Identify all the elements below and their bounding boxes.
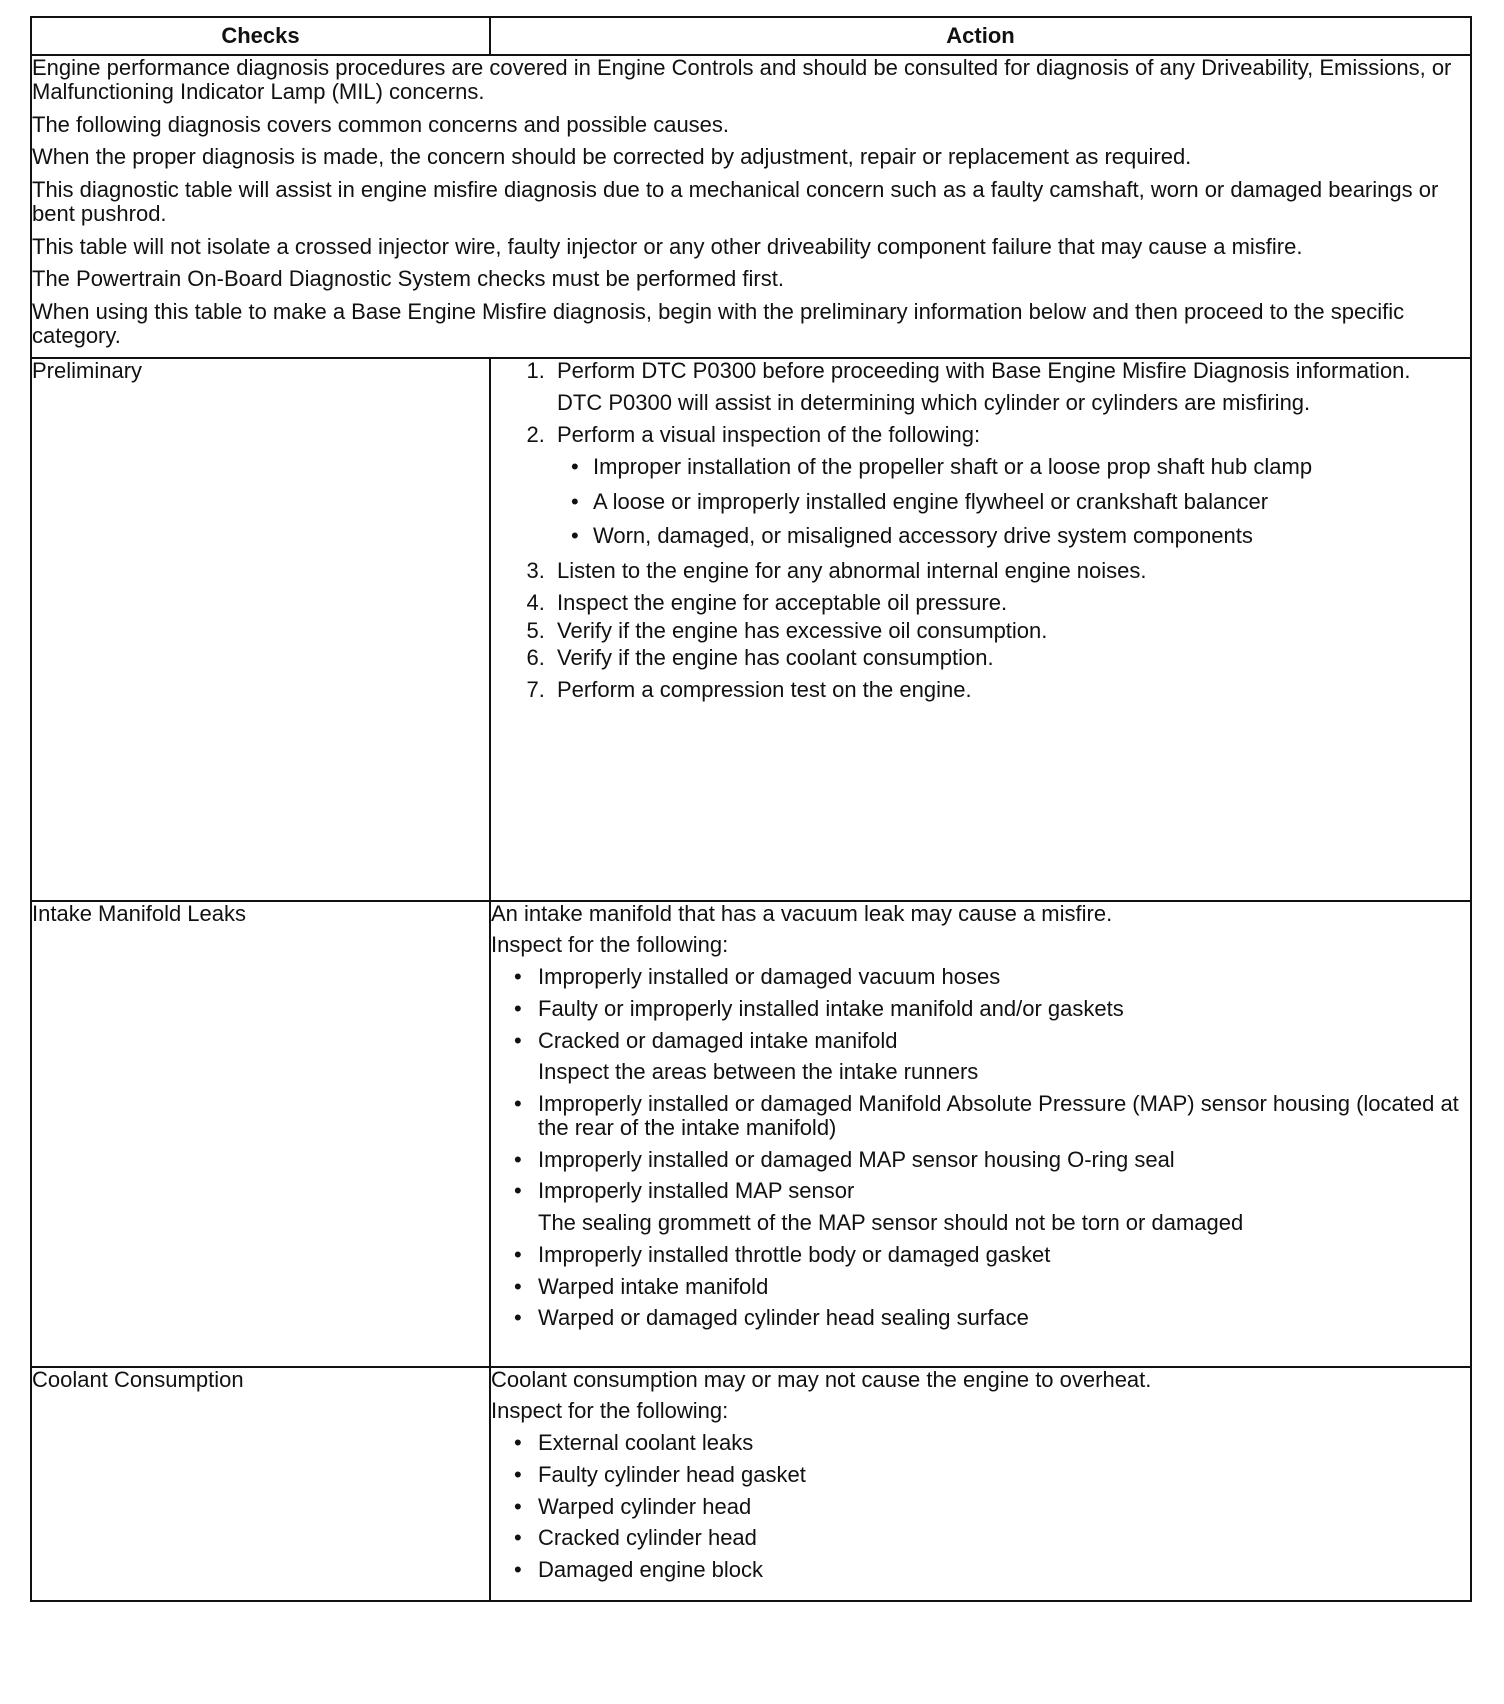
list-item — [538, 1029, 1470, 1085]
step-item: 5. Verify if the engine has excessive oil consumption. — [551, 619, 1470, 643]
intake-inspection-list — [491, 965, 1470, 1330]
intro-paragraph: When the proper diagnosis is made, the concern should be corrected by adjustment, repair or replacement as required. — [32, 144, 1192, 170]
visual-inspection-list — [557, 455, 1470, 548]
action-coolant-consumption — [490, 1367, 1471, 1601]
diagnostic-table — [30, 16, 1472, 1602]
intro-paragraph: When using this table to make a Base Engine Misfire diagnosis, begin with the preliminary information below and then proceed to the specific category. — [32, 299, 1405, 348]
diagnostic-document — [30, 16, 1470, 1602]
preliminary-steps — [491, 359, 1470, 702]
step-item — [551, 423, 1470, 548]
action-lead: Coolant consumption may or may not cause the engine to overheat. — [491, 1366, 1152, 1392]
list-item-note: The sealing grommett of the MAP sensor should not be torn or damaged — [538, 1210, 1244, 1235]
list-item-text: Cracked or damaged intake manifold — [538, 1027, 898, 1053]
list-item: • Improper installation of the propeller shaft or a loose prop shaft hub clamp — [593, 455, 1470, 479]
list-item: • Cracked cylinder head — [538, 1526, 1470, 1550]
check-coolant-consumption: Coolant Consumption — [31, 1367, 490, 1601]
intro-paragraph: The Powertrain On-Board Diagnostic System checks must be performed first. — [32, 266, 784, 292]
list-item: • Warped or damaged cylinder head sealing surface — [538, 1306, 1470, 1330]
list-item: • Damaged engine block — [538, 1558, 1470, 1582]
list-item: • Worn, damaged, or misaligned accessory drive system components — [593, 524, 1470, 548]
action-lead: An intake manifold that has a vacuum leak may cause a misfire. — [491, 900, 1113, 926]
list-item-note: Inspect the areas between the intake runners — [538, 1059, 979, 1085]
intro-paragraph: This diagnostic table will assist in engine misfire diagnosis due to a mechanical concern such as a faulty camshaft, worn or damaged bearings or bent pushrod. — [32, 177, 1439, 226]
intro-row — [31, 55, 1471, 358]
step-text: Perform DTC P0300 before proceeding with Base Engine Misfire Diagnosis information. — [557, 357, 1411, 383]
check-preliminary: Preliminary — [31, 358, 490, 901]
list-item: • Improperly installed or damaged MAP sensor housing O-ring seal — [538, 1148, 1470, 1172]
list-item: • Warped intake manifold — [538, 1275, 1470, 1299]
step-text: Perform a visual inspection of the following: — [557, 422, 981, 447]
list-item: • Improperly installed throttle body or damaged gasket — [538, 1243, 1470, 1267]
step-item: 6. Verify if the engine has coolant consumption. — [551, 646, 1470, 670]
list-item: • Faulty cylinder head gasket — [538, 1463, 1470, 1487]
list-item: • Improperly installed or damaged vacuum hoses — [538, 965, 1470, 989]
list-item: • Faulty or improperly installed intake manifold and/or gaskets — [538, 997, 1470, 1021]
list-item — [538, 1179, 1470, 1235]
intro-cell — [31, 55, 1471, 358]
column-header-checks: Checks — [31, 17, 490, 55]
step-note: DTC P0300 will assist in determining which cylinder or cylinders are misfiring. — [557, 390, 1311, 416]
inspect-heading: Inspect for the following: — [491, 932, 729, 958]
step-item — [551, 359, 1470, 416]
intro-paragraph: The following diagnosis covers common concerns and possible causes. — [32, 111, 730, 137]
list-item-text: Improperly installed MAP sensor — [538, 1178, 855, 1204]
list-item: • Improperly installed or damaged Manifold Absolute Pressure (MAP) sensor housing (located at the rear of the intake manifold) — [538, 1092, 1470, 1140]
coolant-inspection-list — [491, 1431, 1470, 1582]
header-row — [31, 17, 1471, 55]
inspect-heading: Inspect for the following: — [491, 1398, 729, 1424]
list-item: • External coolant leaks — [538, 1431, 1470, 1455]
intro-paragraph: This table will not isolate a crossed injector wire, faulty injector or any other driveability component failure that may cause a misfire. — [32, 233, 1303, 259]
check-intake-manifold: Intake Manifold Leaks — [31, 901, 490, 1367]
coolant-consumption-row — [31, 1367, 1471, 1601]
step-item: 4. Inspect the engine for acceptable oil pressure. — [551, 591, 1470, 615]
column-header-action: Action — [490, 17, 1471, 55]
action-intake-manifold — [490, 901, 1471, 1367]
step-item: 3. Listen to the engine for any abnormal internal engine noises. — [551, 559, 1470, 583]
intake-manifold-row — [31, 901, 1471, 1367]
action-preliminary — [490, 358, 1471, 901]
list-item: • A loose or improperly installed engine flywheel or crankshaft balancer — [593, 490, 1470, 514]
preliminary-row — [31, 358, 1471, 901]
intro-paragraph: Engine performance diagnosis procedures are covered in Engine Controls and should be consulted for diagnosis of any Driveability, Emissions, or Malfunctioning Indicator Lamp (MIL) concerns. — [32, 55, 1452, 104]
list-item: • Warped cylinder head — [538, 1495, 1470, 1519]
step-item: 7. Perform a compression test on the engine. — [551, 678, 1470, 702]
